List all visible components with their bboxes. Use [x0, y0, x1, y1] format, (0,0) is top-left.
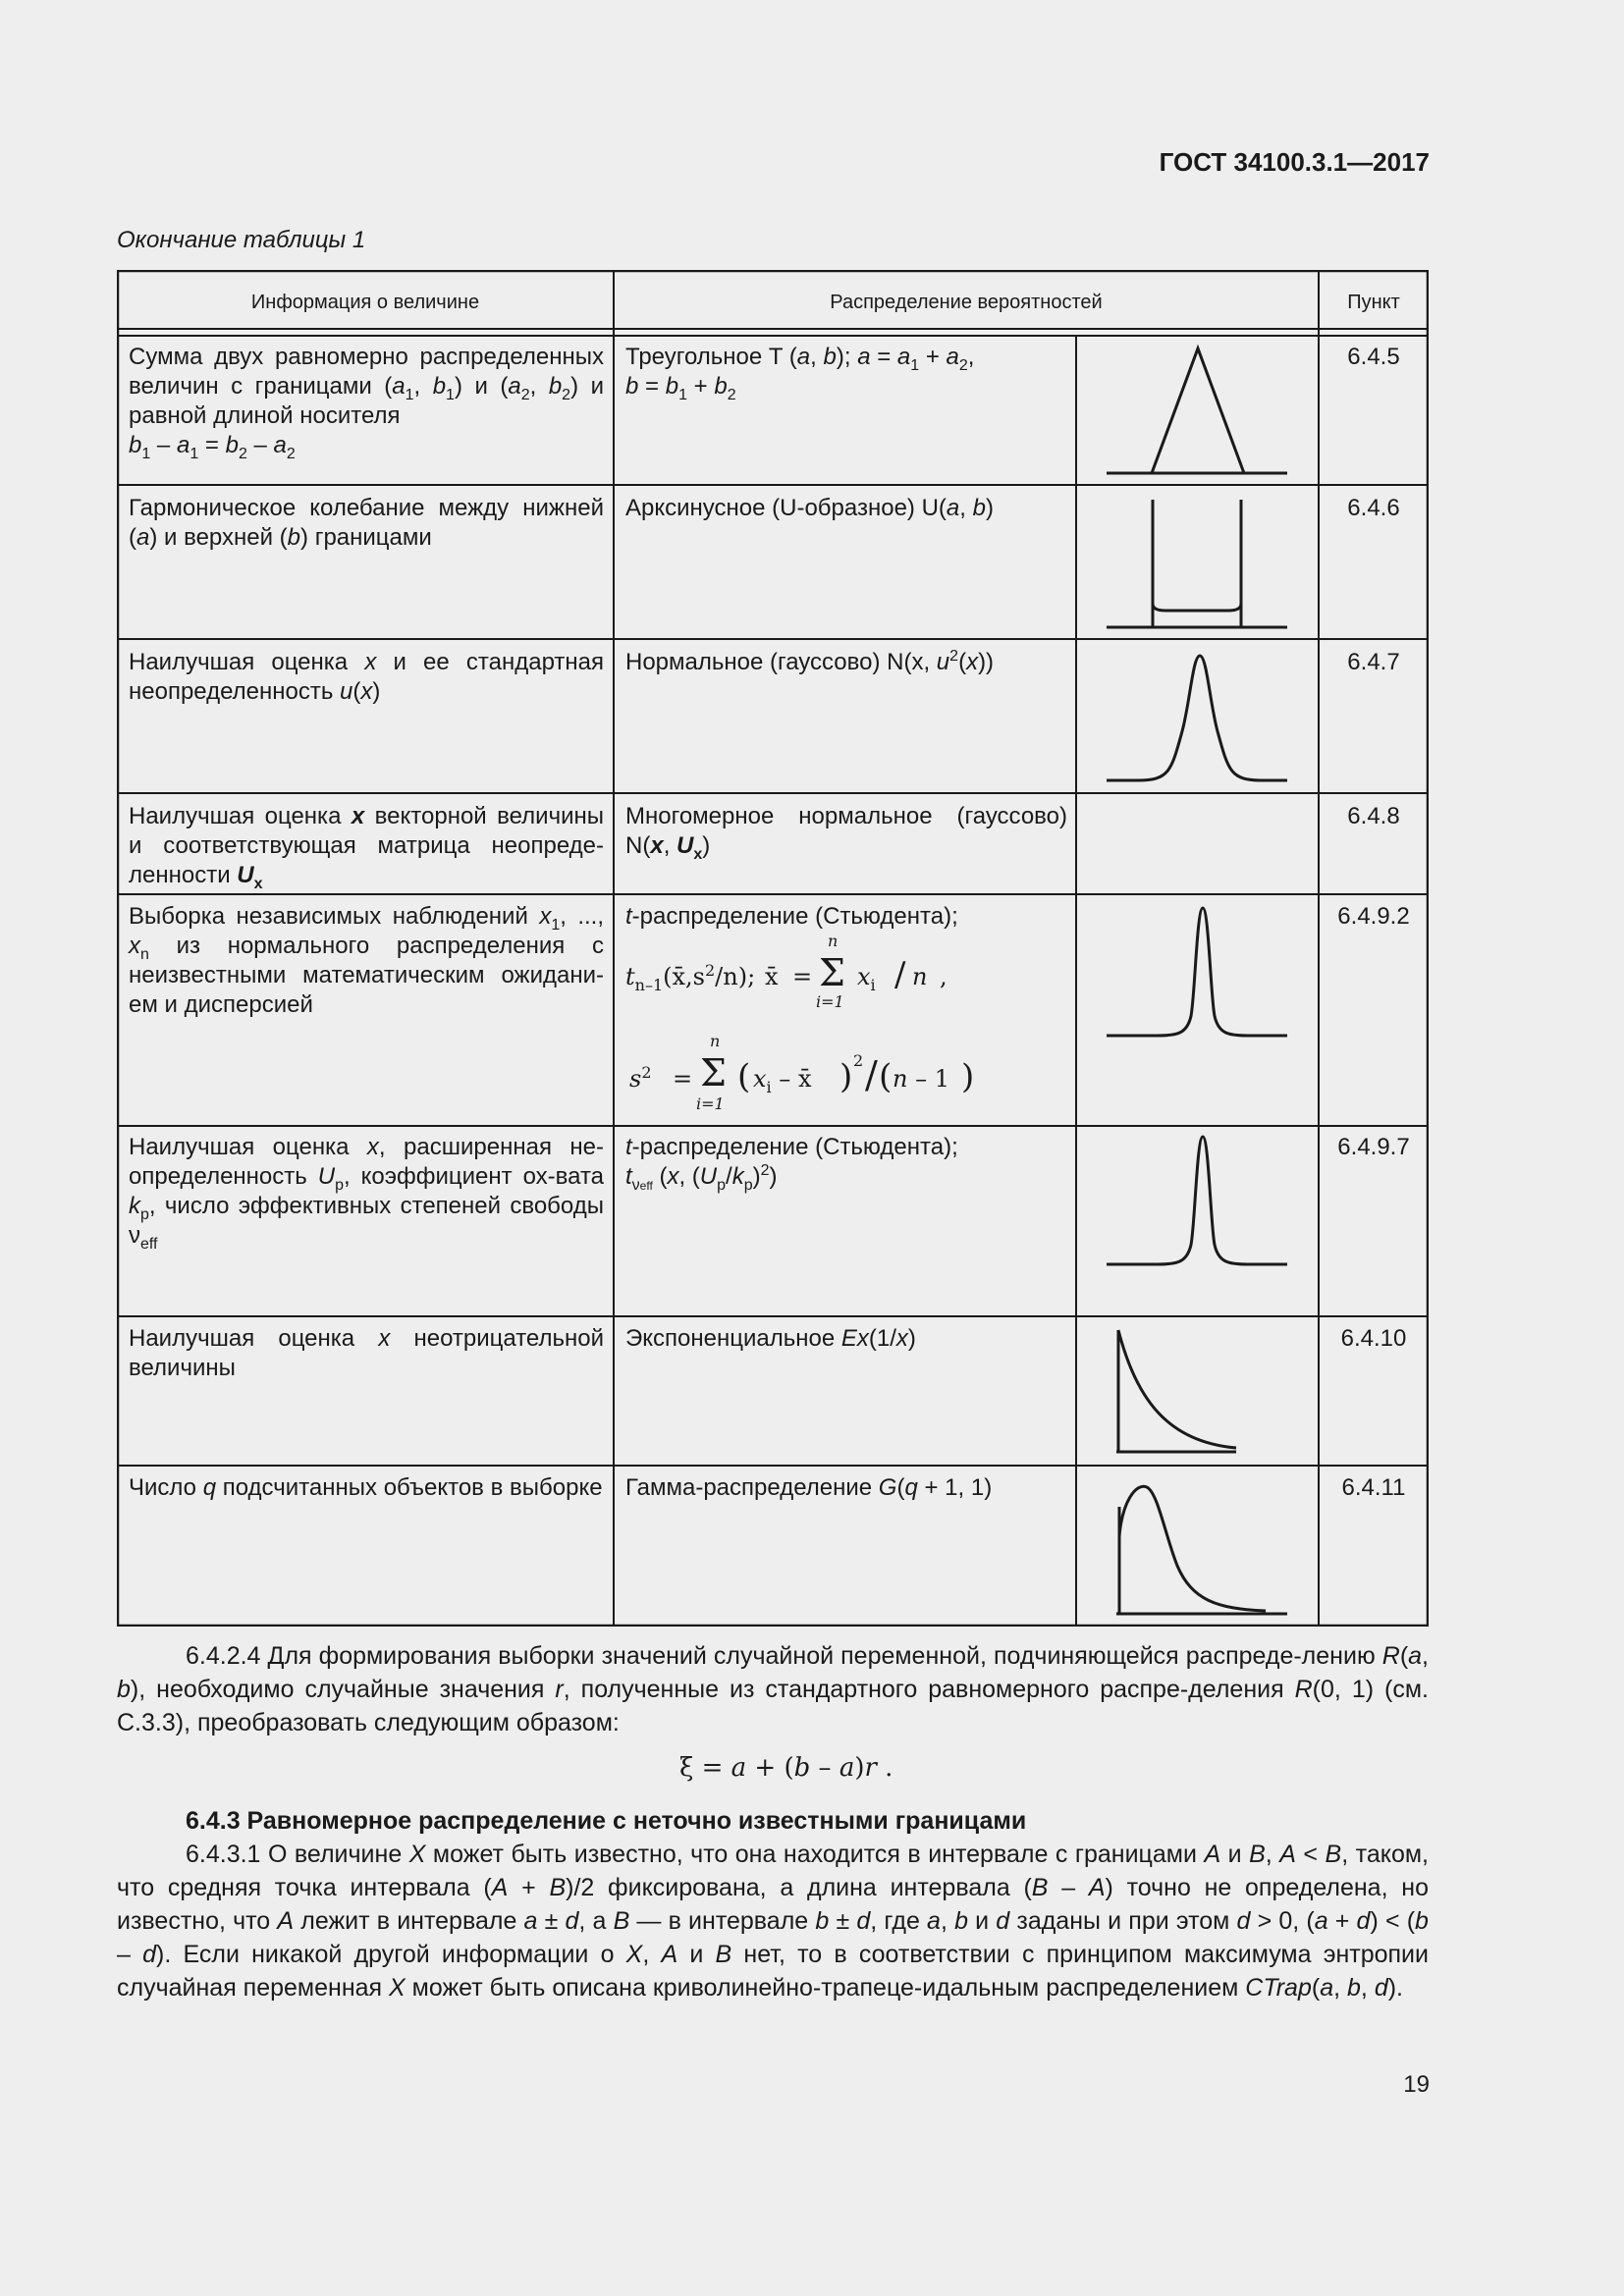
gamma-icon [1116, 1486, 1287, 1614]
row7-clause: 6.4.10 [1340, 1325, 1407, 1352]
row2-distribution: Арксинусное (U-образное) U(a, b) [625, 495, 994, 521]
standard-code: ГОСТ 34100.3.1—2017 [1159, 147, 1430, 177]
student-t-icon [1107, 908, 1287, 1036]
distribution-table [117, 270, 1429, 1627]
arcsine-icon [1107, 500, 1287, 627]
row1-distribution: Треугольное T (a, b); $a = a_1 + a_2$, $b = b_1 + b_2$ [625, 344, 975, 403]
row8-clause: 6.4.11 [1341, 1474, 1406, 1501]
row4-distribution: Многомерное нормальное (гауссово) N(x, $U_x$) [625, 803, 1067, 863]
row1-clause: 6.4.5 [1347, 344, 1400, 370]
row5-info: Выборка независимых наблюдений $x_1$, ..., $x_n$ из нормального распределения с неизвестными математическим ожидани-ем и дисперсией [129, 903, 604, 1018]
row5-distribution: t-распределение (Стьюдента); [625, 903, 958, 930]
row8-distribution: Гамма-распределение G(q + 1, 1) [625, 1474, 993, 1501]
row3-clause: 6.4.7 [1347, 649, 1400, 675]
row6-clause: 6.4.9.7 [1337, 1134, 1410, 1160]
row5-clause: 6.4.9.2 [1337, 903, 1410, 930]
row5-formula-s2: $s^2$ = Σ n i=1 ( $x_i$ – x̄ ) 2 / ( n – 1 ) [629, 1032, 975, 1113]
row4-info: Наилучшая оценка x векторной величины и соответствующая матрица неопреде-ленности $U_x$ [129, 803, 604, 892]
row6-distribution: t-распределение (Стьюдента); $t_{\nu eff}$ (x, $(U_p/k_p)^2$) [625, 1134, 958, 1194]
row1-info-formula: $b_1 - a_1 = b_2 - a_2$ [129, 432, 296, 462]
page-number: 19 [1403, 2071, 1430, 2098]
header-distribution: Распределение вероятностей [830, 292, 1103, 313]
student-t-eff-icon [1107, 1137, 1287, 1264]
header-info: Информация о величине [250, 292, 480, 313]
row1-info: Сумма двух равномерно распределенных величин с границами ($a_1$, $b_1$) и ($a_2$, $b_2$) и равной длиной носителя [129, 344, 604, 429]
paragraph-6-4-2-4: 6.4.2.4 Для формирования выборки значений случайной переменной, подчиняющейся распреде-лению R(a, b), необходимо случайные значения r, полученные из стандартного равномерного распре-деления R(0, 1) (см. С.3.3), преобразовать следующим образом: [117, 1642, 1429, 1736]
table-caption: Окончание таблицы 1 [117, 227, 366, 253]
row3-distribution: Нормальное (гауссово) N(x, $u^2(x)$) [625, 648, 995, 675]
row2-clause: 6.4.6 [1347, 495, 1400, 521]
row3-info: Наилучшая оценка x и ее стандартная неопределенность u(x) [129, 649, 605, 705]
paragraph-6-4-3-1: 6.4.3.1 О величине X может быть известно, что она находится в интервале с границами A и B, A < B, таком, что средняя точка интервала (A + B)/2 фиксирована, а длина интервала (B – A) точно не определена, но известно, что A лежит в интервале a ± d, а B — в интервале b ± d, где a, b и d заданы и при этом d > 0, (a + d) < (b – d). Если никакой другой информации о X, A и B нет, то в соответствии с принципом максимума энтропии случайная переменная X может быть описана криволинейно-трапеце-идальным распределением CTrap(a, b, d). [117, 1841, 1429, 2002]
normal-icon [1107, 656, 1287, 780]
exponential-icon [1116, 1330, 1236, 1452]
row7-distribution: Экспоненциальное Ex(1/x) [625, 1325, 916, 1352]
header-clause: Пункт [1347, 292, 1400, 313]
row4-clause: 6.4.8 [1347, 803, 1400, 829]
row2-info: Гармоническое колебание между нижней (a) и верхней (b) границами [129, 495, 604, 551]
row6-info: Наилучшая оценка x, расширенная не-определенность $U_p$, коэффициент ох-вата $k_p$, число эффективных степеней свободы $\nu_{eff}$ [129, 1134, 605, 1253]
row5-formula-t: $t_{n-1}(x̄,s^2/n)$; x̄ = Σ n i=1 $x_i$ / n , [625, 932, 947, 1011]
row7-info: Наилучшая оценка x неотрицательной величины [129, 1325, 604, 1381]
formula-xi: ξ = a + (b – a)r . [679, 1753, 893, 1783]
row8-info: Число q подсчитанных объектов в выборке [129, 1474, 603, 1501]
triangular-icon [1107, 348, 1287, 473]
heading-6-4-3: 6.4.3 Равномерное распределение с неточно известными границами [186, 1807, 1027, 1835]
